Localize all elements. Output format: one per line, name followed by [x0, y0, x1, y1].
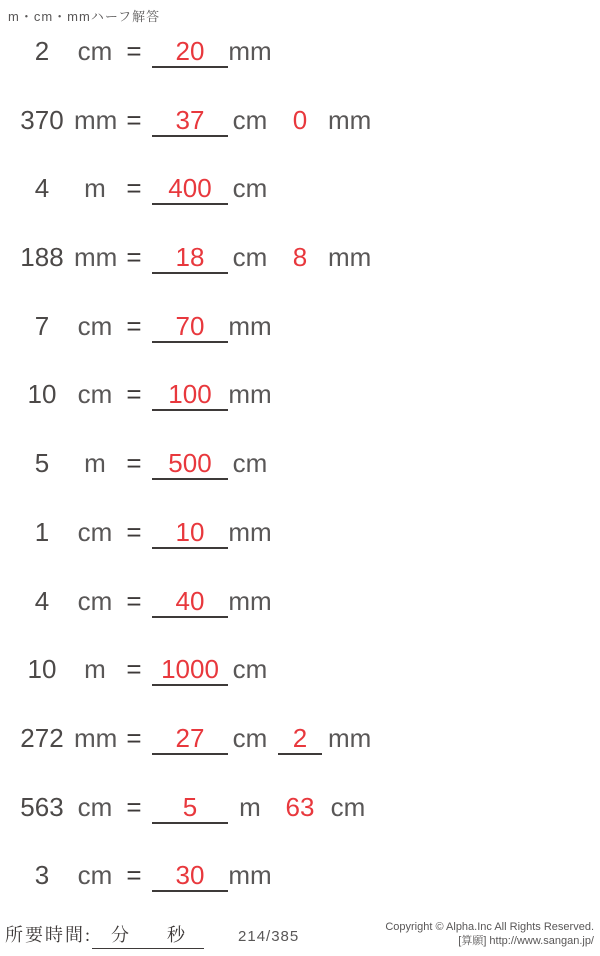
answer-value: 37: [175, 104, 205, 135]
problem-unit: mm: [74, 722, 118, 753]
answer-unit: mm: [228, 585, 272, 616]
answer-value: 20: [175, 36, 205, 66]
equals-sign: =: [126, 310, 142, 341]
answer-blank: [152, 38, 228, 68]
extra-answer-unit: mm: [328, 104, 372, 135]
problem-value: 1: [34, 516, 50, 547]
problem-value: 563: [20, 791, 64, 822]
equals-sign: =: [126, 722, 142, 753]
extra-answer-value: 2: [292, 722, 308, 753]
problem-value: 10: [27, 379, 57, 410]
problem-row: [0, 635, 600, 704]
equals-sign: =: [126, 654, 142, 685]
equals-sign: =: [126, 791, 142, 822]
answer-blank: [152, 175, 228, 205]
answer-blank: [152, 244, 228, 274]
answer-blank: [152, 381, 228, 411]
answer-blank: [152, 791, 228, 824]
equals-sign: =: [126, 516, 142, 547]
equals-sign: =: [126, 585, 142, 616]
copyright-line2: [算願] http://www.sangan.jp/: [458, 935, 594, 947]
problem-unit: cm: [77, 310, 113, 341]
answer-unit: cm: [232, 104, 268, 135]
answer-unit: mm: [228, 516, 272, 547]
extra-answer-value: 63: [285, 791, 315, 822]
problem-value: 4: [34, 585, 50, 616]
answer-blank: [152, 450, 228, 480]
extra-answer-unit: cm: [330, 791, 366, 822]
extra-answer-unit: mm: [328, 242, 372, 273]
answer-value: 27: [175, 722, 205, 753]
problem-row: [0, 360, 600, 429]
answer-blank: [152, 585, 228, 618]
answer-blank: [152, 656, 228, 686]
answer-value: 10: [175, 516, 205, 547]
problem-value: 2: [34, 36, 50, 66]
problem-unit: cm: [77, 791, 113, 822]
problem-row: [0, 429, 600, 498]
copyright-notice: [385, 920, 594, 948]
answer-unit: cm: [232, 448, 268, 479]
extra-answer-blank: [272, 791, 328, 822]
answer-unit: mm: [228, 379, 272, 410]
equals-sign: =: [126, 242, 142, 273]
answer-value: 400: [168, 173, 212, 204]
answer-value: 70: [175, 310, 205, 341]
answer-blank: [152, 104, 228, 137]
answer-value: 5: [182, 791, 198, 822]
extra-answer-unit: mm: [328, 722, 372, 753]
problem-row: [0, 567, 600, 636]
problem-row: [0, 223, 600, 292]
elapsed-time-label: 所要時間:: [5, 925, 93, 945]
equals-sign: =: [126, 860, 142, 891]
problem-row: [0, 86, 600, 155]
problem-unit: cm: [77, 379, 113, 410]
problem-unit: m: [84, 448, 106, 479]
page-number: 214/385: [238, 928, 300, 945]
answer-blank: [152, 862, 228, 892]
answer-unit: cm: [232, 242, 268, 273]
answer-blank: [152, 310, 228, 343]
problem-row: [0, 498, 600, 567]
time-blank-line: [92, 921, 204, 949]
problem-row: [0, 17, 600, 86]
extra-answer-value: 0: [292, 104, 308, 135]
worksheet-title: m・cm・mmハーフ解答: [8, 9, 161, 24]
seconds-label: 秒: [167, 925, 186, 945]
answer-unit: mm: [228, 860, 272, 891]
answer-blank: [152, 722, 228, 755]
extra-answer-blank: [278, 722, 322, 755]
answer-value: 40: [175, 585, 205, 616]
answer-unit: mm: [228, 36, 272, 66]
problem-value: 5: [34, 448, 50, 479]
problem-value: 4: [34, 173, 50, 204]
answer-unit: m: [239, 791, 261, 822]
answer-unit: cm: [232, 722, 268, 753]
equals-sign: =: [126, 36, 142, 66]
problem-unit: cm: [77, 585, 113, 616]
extra-answer-blank: [272, 242, 328, 273]
answer-value: 18: [175, 242, 205, 273]
problem-unit: mm: [74, 104, 118, 135]
problem-row: [0, 841, 600, 910]
problem-unit: m: [84, 654, 106, 685]
answer-value: 500: [168, 448, 212, 479]
problem-value: 7: [34, 310, 50, 341]
problem-value: 370: [20, 104, 64, 135]
equals-sign: =: [126, 448, 142, 479]
answer-value: 100: [168, 379, 212, 410]
problem-row: [0, 704, 600, 773]
equals-sign: =: [126, 379, 142, 410]
equals-sign: =: [126, 104, 142, 135]
problem-value: 10: [27, 654, 57, 685]
answer-unit: cm: [232, 654, 268, 685]
extra-answer-value: 8: [292, 242, 308, 273]
problem-value: 272: [20, 722, 64, 753]
copyright-line1: Copyright © Alpha.Inc All Rights Reserved.: [385, 921, 594, 933]
problem-row: [0, 292, 600, 361]
problem-row: [0, 154, 600, 223]
extra-answer-blank: [272, 104, 328, 135]
problem-value: 3: [34, 860, 50, 891]
problem-row: [0, 773, 600, 842]
answer-unit: cm: [232, 173, 268, 204]
answer-value: 1000: [161, 654, 219, 685]
answer-unit: mm: [228, 310, 272, 341]
problem-unit: cm: [77, 36, 113, 66]
answer-value: 30: [175, 860, 205, 891]
footer-time-area: [5, 921, 299, 949]
answer-blank: [152, 516, 228, 549]
equals-sign: =: [126, 173, 142, 204]
problem-unit: cm: [77, 860, 113, 891]
problem-value: 188: [20, 242, 64, 273]
problem-unit: mm: [74, 242, 118, 273]
problem-unit: cm: [77, 516, 113, 547]
problem-unit: m: [84, 173, 106, 204]
problems-list: [0, 17, 600, 910]
minutes-label: 分: [111, 925, 130, 945]
